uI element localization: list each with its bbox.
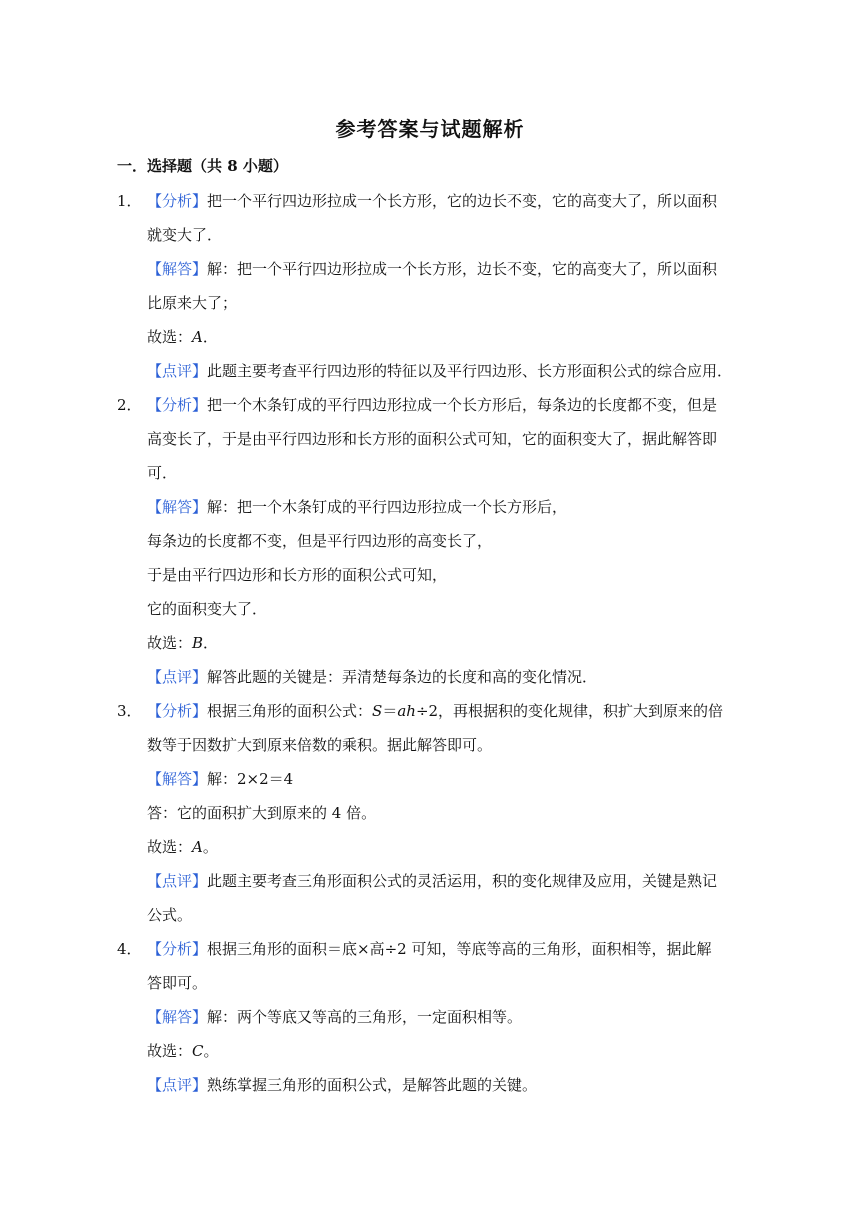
analysis-tag: 【分析】	[147, 396, 208, 414]
q1-analysis: 【分析】把一个平行四边形拉成一个长方形，它的边长不变，它的高变大了，所以面积	[147, 192, 718, 210]
q3-choice: 故选：A。	[147, 838, 218, 856]
q2-answer: 【解答】解：把一个木条钉成的平行四边形拉成一个长方形后，	[147, 498, 568, 516]
q3-answer-cont: 答：它的面积扩大到原来的 4 倍。	[147, 804, 377, 822]
q3-analysis-cont: 数等于因数扩大到原来倍数的乘积。据此解答即可。	[147, 736, 493, 754]
question-number: 3．	[117, 702, 142, 720]
comment-tag: 【点评】	[147, 872, 208, 890]
analysis-tag: 【分析】	[147, 702, 208, 720]
q4-answer: 【解答】解：两个等底又等高的三角形，一定面积相等。	[147, 1008, 523, 1026]
section-heading: 一．选择题（共 8 小题）	[117, 157, 288, 175]
q3-analysis: 【分析】根据三角形的面积公式：S＝ah÷2，再根据积的变化规律，积扩大到原来的倍	[147, 702, 724, 720]
q2-answer-cont: 于是由平行四边形和长方形的面积公式可知，	[147, 566, 448, 584]
answer-tag: 【解答】	[147, 498, 208, 516]
analysis-tag: 【分析】	[147, 940, 208, 958]
comment-tag: 【点评】	[147, 668, 208, 686]
q3-comment-cont: 公式。	[147, 906, 193, 924]
analysis-tag: 【分析】	[147, 192, 208, 210]
comment-tag: 【点评】	[147, 1076, 208, 1094]
question-number: 1．	[117, 192, 142, 210]
q2-answer-cont: 它的面积变大了．	[147, 600, 268, 618]
answer-tag: 【解答】	[147, 260, 208, 278]
q1-analysis-cont: 就变大了．	[147, 226, 223, 244]
answer-tag: 【解答】	[147, 770, 208, 788]
q3-comment: 【点评】此题主要考查三角形面积公式的灵活运用，积的变化规律及应用，关键是熟记	[147, 872, 718, 890]
q4-analysis: 【分析】根据三角形的面积＝底×高÷2 可知，等底等高的三角形，面积相等，据此解	[147, 940, 712, 958]
comment-tag: 【点评】	[147, 362, 208, 380]
q4-choice: 故选：C。	[147, 1042, 219, 1060]
q4-analysis-cont: 答即可。	[147, 974, 208, 992]
q2-comment: 【点评】解答此题的关键是：弄清楚每条边的长度和高的变化情况．	[147, 668, 598, 686]
q2-answer-cont: 每条边的长度都不变，但是平行四边形的高变长了，	[147, 532, 493, 550]
question-number: 4．	[117, 940, 142, 958]
q4-comment: 【点评】熟练掌握三角形的面积公式，是解答此题的关键。	[147, 1076, 538, 1094]
answer-tag: 【解答】	[147, 1008, 208, 1026]
q2-analysis-cont: 高变长了，于是由平行四边形和长方形的面积公式可知，它的面积变大了，据此解答即	[147, 430, 718, 448]
q1-answer: 【解答】解：把一个平行四边形拉成一个长方形，边长不变，它的高变大了，所以面积	[147, 260, 718, 278]
q2-choice: 故选：B．	[147, 634, 219, 652]
q3-answer: 【解答】解：2×2＝4	[147, 770, 294, 788]
question-number: 2．	[117, 396, 142, 414]
page-title: 参考答案与试题解析	[335, 117, 525, 141]
q1-answer-cont: 比原来大了；	[147, 294, 238, 312]
q1-comment: 【点评】此题主要考查平行四边形的特征以及平行四边形、长方形面积公式的综合应用．	[147, 362, 733, 380]
q1-choice: 故选：A．	[147, 328, 218, 346]
q2-analysis-cont: 可．	[147, 464, 178, 482]
q2-analysis: 【分析】把一个木条钉成的平行四边形拉成一个长方形后，每条边的长度都不变，但是	[147, 396, 718, 414]
